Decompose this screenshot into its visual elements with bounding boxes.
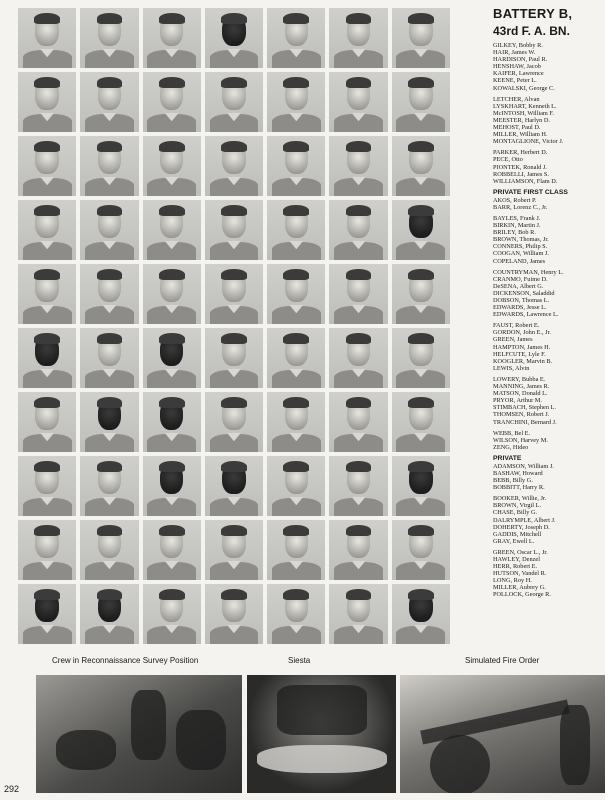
portrait-photo: [392, 520, 450, 580]
portrait-photo: [329, 584, 387, 644]
portrait-photo: [143, 264, 201, 324]
portrait-photo: [18, 584, 76, 644]
roster-group: [493, 269, 602, 319]
roster-name: BROWN, Thomas, Jr.: [493, 236, 549, 244]
roster-name: DALRYMPLE, Albert J.: [493, 516, 556, 524]
portrait-photo: [80, 264, 138, 324]
roster-name: WILLIAMSON, Flam D.: [493, 177, 558, 185]
roster-name: GADDIS, Mitchell: [493, 530, 542, 538]
portrait-photo: [267, 72, 325, 132]
roster-name: BASHAW, Howard: [493, 469, 543, 477]
roster-name: MILLER, Aubrey G.: [493, 584, 546, 592]
roster-name: POLLOCK, George R.: [493, 591, 551, 599]
portrait-photo: [267, 328, 325, 388]
roster-groups: [457, 42, 602, 599]
roster-name: HAIR, James W.: [493, 49, 536, 57]
roster-name: KAIFER, Lawrence: [493, 70, 544, 78]
portrait-photo: [80, 328, 138, 388]
portrait-photo: [392, 136, 450, 196]
roster-name: BRILEY, Bob R.: [493, 229, 536, 237]
roster-name: ROBBELLI, James S.: [493, 170, 549, 178]
roster-name: COUNTRYMAN, Henry L.: [493, 268, 564, 276]
portrait-photo: [143, 136, 201, 196]
portrait-photo: [267, 456, 325, 516]
photo-simulated-fire-order: [400, 675, 605, 793]
roster-name: THOMSEN, Robert J.: [493, 411, 550, 419]
portrait-photo: [143, 8, 201, 68]
portrait-photo: [80, 392, 138, 452]
portrait-photo: [80, 520, 138, 580]
roster-name: GREEN, Oscar L., Jr.: [493, 548, 548, 556]
roster-column: [457, 6, 602, 603]
portrait-photo: [143, 328, 201, 388]
portrait-photo: [143, 72, 201, 132]
roster-name: BIRKIN, Martin J.: [493, 222, 541, 230]
photo-reconnaissance-crew: [36, 675, 242, 793]
roster-name: PARKER, Herbert D.: [493, 149, 548, 157]
roster-name: WILSON, Harvey M.: [493, 436, 548, 444]
roster-title: BATTERY B,: [493, 6, 573, 21]
caption-right: Simulated Fire Order: [465, 656, 540, 665]
portrait-photo: [267, 8, 325, 68]
portrait-photo: [205, 456, 263, 516]
portrait-photo: [18, 8, 76, 68]
roster-group: [493, 42, 602, 92]
roster-group: [493, 215, 602, 265]
roster-name: LOWERY, Bubba E.: [493, 375, 546, 383]
photo-siesta: [247, 675, 396, 793]
roster-name: CRANMO, Fuime D.: [493, 275, 548, 283]
roster-name: PIONTEK, Ronald J.: [493, 163, 547, 171]
portrait-photo: [205, 520, 263, 580]
portrait-photo: [267, 520, 325, 580]
roster-name: LETCHER, Alvan: [493, 95, 540, 103]
roster-name: HERR, Robert E.: [493, 563, 538, 571]
roster-name: KOWALSKI, George C.: [493, 84, 555, 92]
roster-group: [493, 463, 602, 491]
portrait-photo: [329, 456, 387, 516]
photo-captions: [0, 656, 605, 670]
roster-name: MEHOST, Paul D.: [493, 124, 541, 132]
roster-name: CONNERS, Philip S.: [493, 243, 548, 251]
portrait-photo: [392, 200, 450, 260]
portrait-photo: [18, 520, 76, 580]
portrait-photo: [143, 584, 201, 644]
roster-name: DOHERTY, Joseph D.: [493, 523, 550, 531]
portrait-photo: [205, 328, 263, 388]
roster-name: LYSKHART, Kenneth L.: [493, 102, 557, 110]
portrait-photo: [329, 136, 387, 196]
portrait-photo: [205, 392, 263, 452]
portrait-photo: [329, 264, 387, 324]
portrait-photo: [80, 200, 138, 260]
roster-name: BROWN, Virgil L.: [493, 502, 542, 510]
portrait-photo: [18, 456, 76, 516]
roster-name: ADAMSON, William J.: [493, 462, 554, 470]
roster-name: LEWIS, Alvin: [493, 364, 530, 372]
roster-name: GORDON, John E., Jr.: [493, 329, 551, 337]
roster-name: KOOGLER, Marvin B.: [493, 357, 553, 365]
roster-group: [493, 430, 602, 451]
portrait-photo: [392, 584, 450, 644]
portrait-photo: [392, 264, 450, 324]
roster-name: STIMBACH, Stephen L.: [493, 404, 556, 412]
roster-name: EDWARDS, Lawrence L.: [493, 311, 559, 319]
portrait-photo: [80, 456, 138, 516]
portrait-photo: [392, 8, 450, 68]
roster-group: [493, 495, 602, 545]
portrait-photo: [205, 264, 263, 324]
portrait-photo: [267, 136, 325, 196]
portrait-photo: [205, 136, 263, 196]
portrait-photo: [143, 200, 201, 260]
roster-name: GILKEY, Bobby R.: [493, 42, 543, 49]
portrait-photo: [392, 328, 450, 388]
roster-name: HAWLEY, Denzel: [493, 556, 540, 563]
portrait-photo: [392, 72, 450, 132]
roster-name: McINTOSH, William F.: [493, 109, 554, 117]
portrait-photo: [329, 520, 387, 580]
portrait-photo: [80, 8, 138, 68]
roster-name: COPELAND, James: [493, 257, 546, 265]
rank-heading-pfc: PRIVATE FIRST CLASS: [493, 188, 568, 196]
roster-group: [493, 376, 602, 426]
caption-left: Crew in Reconnaissance Survey Position: [52, 656, 199, 665]
roster-name: GRAY, Ewell L.: [493, 537, 535, 545]
portrait-photo: [18, 392, 76, 452]
roster-name: HUTSON, Vandel R.: [493, 570, 547, 578]
roster-name: CHASE, Billy G.: [493, 509, 538, 517]
portrait-photo: [392, 456, 450, 516]
portrait-photo: [18, 328, 76, 388]
roster-name: HAMPTON, James H.: [493, 343, 551, 351]
roster-group: [493, 149, 602, 184]
roster-name: BOBBITT, Harry R.: [493, 484, 545, 492]
roster-name: BOOKER, Willie, Jr.: [493, 495, 547, 503]
roster-name: DICKENSON, Saladdid: [493, 289, 555, 297]
portrait-photo: [392, 392, 450, 452]
roster-name: PRYOR, Arthur M.: [493, 397, 542, 405]
portrait-photo: [329, 392, 387, 452]
roster-name: MATSON, Donald L.: [493, 390, 548, 398]
roster-group: [493, 322, 602, 372]
portrait-photo: [143, 392, 201, 452]
portrait-photo: [329, 200, 387, 260]
portrait-photo: [267, 392, 325, 452]
roster-name: HARDISON, Paul R.: [493, 56, 548, 64]
roster-group: [493, 549, 602, 599]
roster-group: [493, 96, 602, 146]
portrait-photo: [18, 200, 76, 260]
page-number: 292: [4, 784, 20, 794]
portrait-photo: [205, 584, 263, 644]
rank-heading-private: PRIVATE: [493, 454, 522, 462]
roster-name: PECE, Otto: [493, 156, 523, 164]
portrait-photo: [205, 72, 263, 132]
portrait-photo: [329, 8, 387, 68]
roster-name: HELFCUTE, Lyle F.: [493, 350, 546, 358]
portrait-photo: [267, 200, 325, 260]
portrait-photo: [80, 72, 138, 132]
roster-name: MEESTER, Harlyn D.: [493, 116, 551, 124]
portrait-photo: [267, 264, 325, 324]
roster-name: MANNING, James R.: [493, 383, 550, 391]
portrait-photo: [143, 520, 201, 580]
portrait-photo: [329, 328, 387, 388]
roster-name: DOBSON, Thomas L.: [493, 297, 550, 304]
roster-name: FAUST, Robert E.: [493, 322, 540, 330]
roster-name: COOGAN, William J.: [493, 250, 549, 258]
roster-name: LONG, Roy H.: [493, 577, 532, 585]
roster-name: EDWARDS, Jesse L.: [493, 304, 547, 312]
portrait-photo: [80, 584, 138, 644]
roster-name: AKOS, Robert P.: [493, 196, 537, 204]
portrait-photo: [143, 456, 201, 516]
portrait-photo: [18, 72, 76, 132]
roster-name: HENSHAW, Jacob: [493, 63, 541, 71]
roster-name: BAYLES, Frank J.: [493, 214, 541, 222]
roster-name: MILLER, William H.: [493, 131, 548, 139]
portrait-photo: [205, 8, 263, 68]
roster-name: BARR, Lorenz C., Jr.: [493, 203, 548, 211]
portrait-photo: [18, 264, 76, 324]
portrait-photo: [80, 136, 138, 196]
roster-name: DeSENA, Albert G.: [493, 282, 544, 290]
portrait-photo: [267, 584, 325, 644]
portrait-photo: [329, 72, 387, 132]
roster-name: ZENG, Hideo: [493, 443, 529, 451]
roster-name: BEBB, Billy G.: [493, 477, 533, 485]
roster-name: WEBB, Bel E.: [493, 429, 531, 437]
roster-subtitle: 43rd F. A. BN.: [493, 24, 570, 38]
roster-group: [493, 197, 602, 211]
roster-name: KEENE, Peter L.: [493, 77, 537, 85]
roster-name: TRANCHINI, Bernard J.: [493, 418, 557, 426]
roster-name: GREEN, James: [493, 336, 533, 344]
portrait-photo: [18, 136, 76, 196]
roster-name: MONTAGLIONE, Victor J.: [493, 138, 564, 146]
portrait-photo: [205, 200, 263, 260]
caption-middle: Siesta: [288, 656, 311, 665]
portrait-grid: [18, 8, 450, 644]
